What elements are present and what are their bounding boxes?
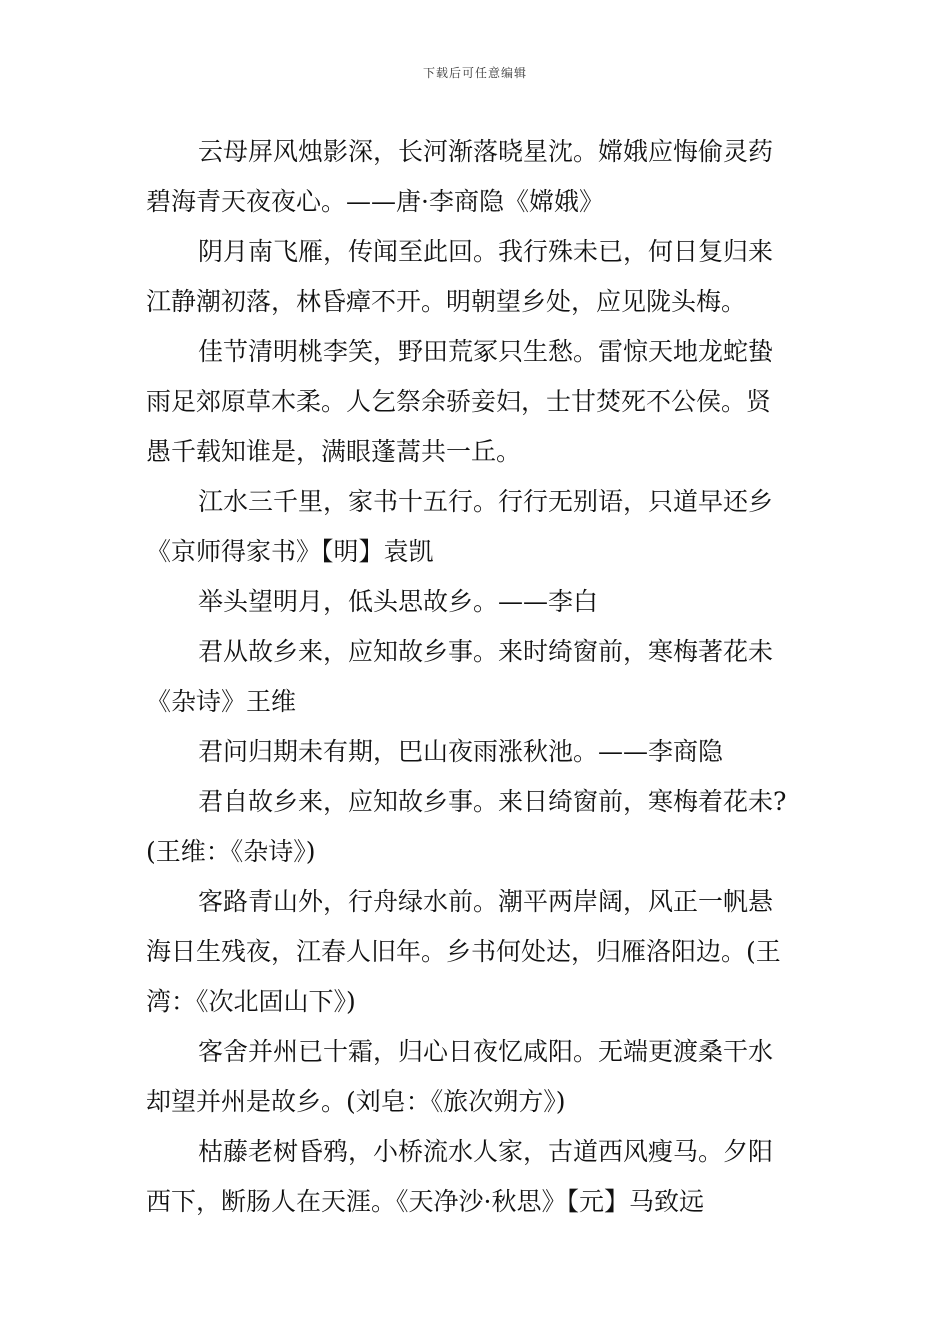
text-line: 海日生残夜，江春人旧年。乡书何处达，归雁洛阳边。(王 [146, 937, 781, 966]
text-line: 客舍并州已十霜，归心日夜忆咸阳。无端更渡桑干水 [198, 1037, 774, 1066]
text-line: 却望并州是故乡。(刘皂：《旅次朔方》) [146, 1087, 566, 1116]
text-line: 愚千载知谁是，满眼蓬蒿共一丘。 [146, 437, 522, 466]
text-line: 《杂诗》王维 [146, 687, 297, 716]
document-body [146, 127, 826, 1227]
text-line: 碧海青天夜夜心。——唐·李商隐《嫦娥》 [146, 187, 604, 216]
text-line: 阴月南飞雁，传闻至此回。我行殊未已，何日复归来 [198, 237, 774, 266]
text-line: 云母屏风烛影深，长河渐落晓星沈。嫦娥应悔偷灵药 [198, 137, 774, 166]
text-line: 西下，断肠人在天涯。《天净沙·秋思》【元】马致远 [146, 1187, 704, 1216]
text-line: 《京师得家书》【明】袁凯 [146, 537, 434, 566]
text-line: (王维：《杂诗》) [146, 837, 316, 866]
text-line: 湾：《次北固山下》) [146, 987, 356, 1016]
text-line: 佳节清明桃李笑，野田荒冢只生愁。雷惊天地龙蛇蛰 [198, 337, 774, 366]
text-line: 枯藤老树昏鸦，小桥流水人家，古道西风瘦马。夕阳 [198, 1137, 774, 1166]
text-line: 君问归期未有期，巴山夜雨涨秋池。——李商隐 [198, 737, 724, 766]
text-line: 雨足郊原草木柔。人乞祭余骄妾妇，士甘焚死不公侯。贤 [146, 387, 772, 416]
text-line: 江水三千里，家书十五行。行行无别语，只道早还乡 [198, 487, 774, 516]
text-line: 君从故乡来，应知故乡事。来时绮窗前，寒梅著花未 [198, 637, 774, 666]
text-line: 君自故乡来，应知故乡事。来日绮窗前，寒梅着花未? [198, 787, 787, 816]
text-line: 江静潮初落，林昏瘴不开。明朝望乡处，应见陇头梅。 [146, 287, 747, 316]
text-line: 举头望明月，低头思故乡。——李白 [198, 587, 599, 616]
text-line: 客路青山外，行舟绿水前。潮平两岸阔，风正一帆悬 [198, 887, 774, 916]
page-header: 下载后可任意编辑 [422, 66, 527, 80]
